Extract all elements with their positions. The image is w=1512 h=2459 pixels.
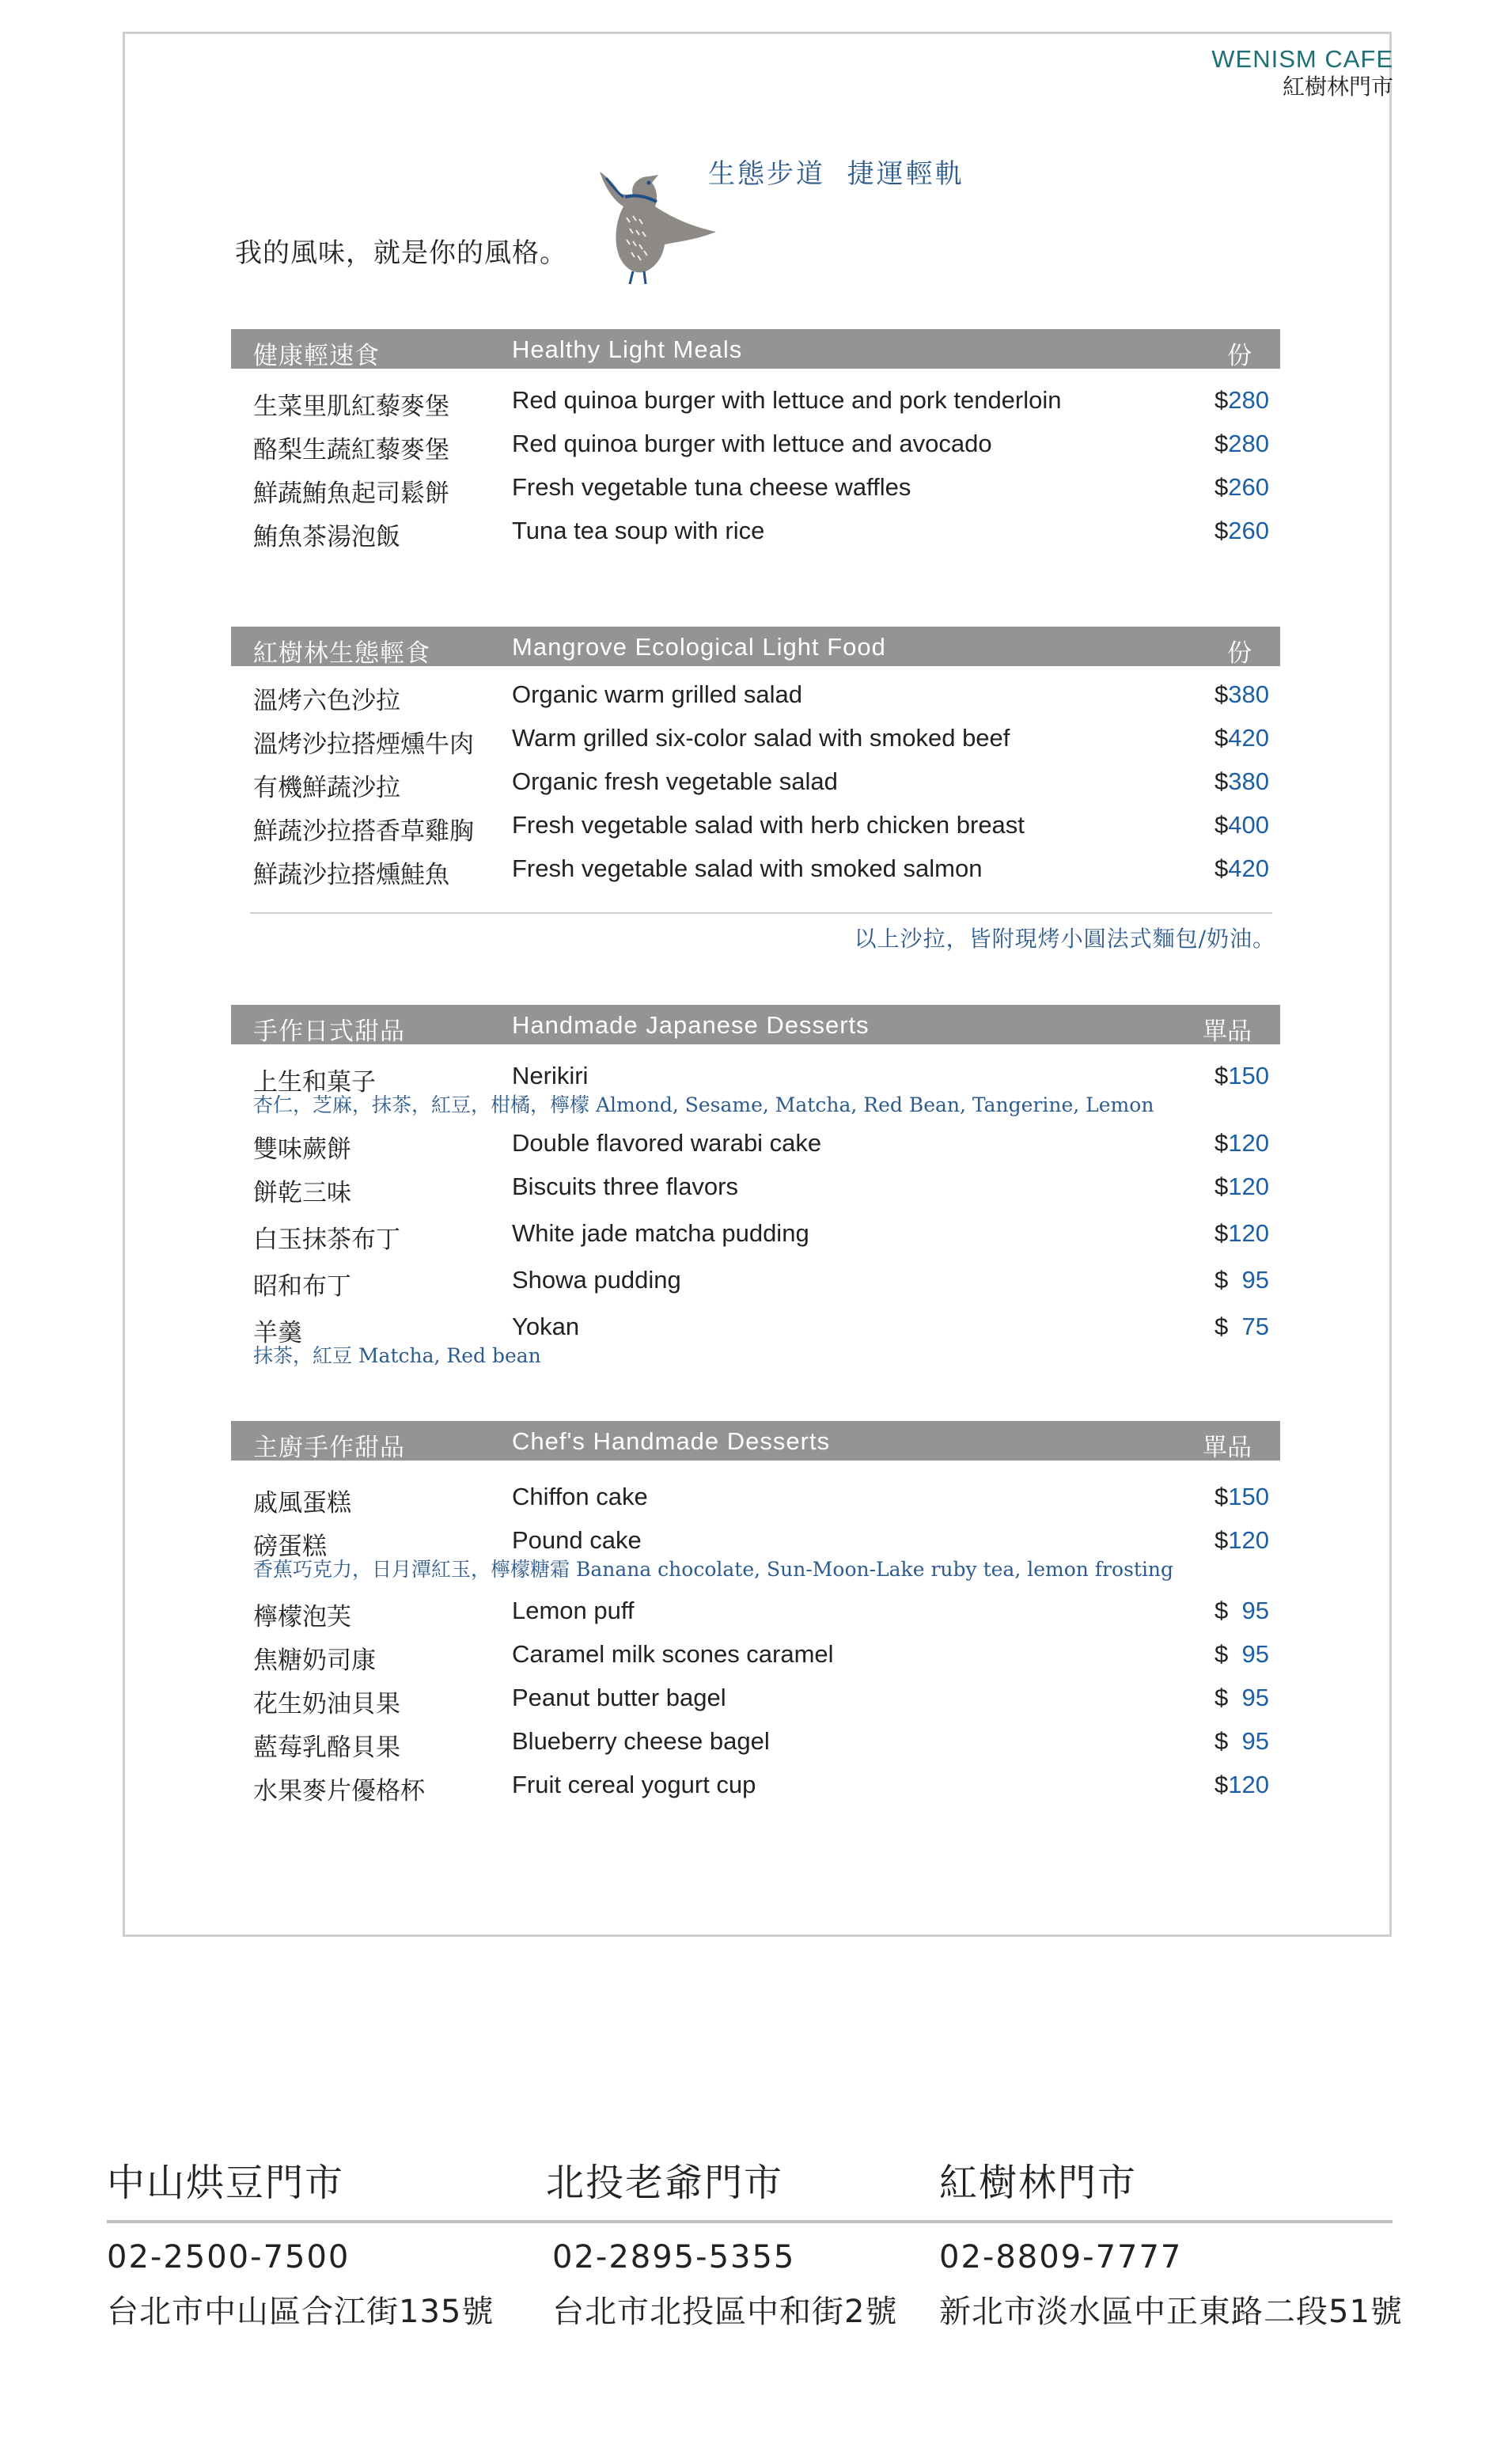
item-name-zh: 溫烤沙拉搭煙燻牛肉: [253, 730, 474, 758]
price-value: 400: [1228, 811, 1269, 839]
item-name-en: Fresh vegetable salad with smoked salmon: [512, 854, 983, 882]
store-phone: 02-2895-5355: [552, 2239, 796, 2275]
price-currency: $: [1215, 1062, 1229, 1089]
price-currency: $: [1215, 1173, 1229, 1200]
store-address: 台北市北投區中和街2號: [552, 2294, 898, 2330]
menu-item: [231, 716, 1280, 760]
menu-item: [231, 422, 1280, 465]
item-sub-note: 香蕉巧克力，日月潭紅玉，檸檬糖霜 Banana chocolate, Sun-Moon-Lake ruby tea, lemon frosting: [253, 1558, 1174, 1581]
item-name-en: Nerikiri: [512, 1062, 589, 1089]
section-title-zh: 紅樹林生態輕食: [253, 639, 430, 667]
item-name-en: Pound cake: [512, 1526, 642, 1554]
divider: [250, 912, 1272, 914]
menu-item: [231, 803, 1280, 847]
price-value: 260: [1228, 517, 1269, 544]
item-name-en: Fresh vegetable salad with herb chicken breast: [512, 811, 1025, 839]
item-name-en: Yokan: [512, 1313, 580, 1340]
section-title-en: Healthy Light Meals: [512, 335, 743, 363]
item-price: [1215, 473, 1269, 502]
section-title-zh: 主廚手作甜品: [253, 1434, 405, 1461]
price-currency: $: [1215, 1640, 1229, 1668]
section-japanese-desserts: [231, 1005, 1280, 1367]
menu-item: [231, 760, 1280, 803]
price-value: 380: [1228, 680, 1269, 708]
section-header: [231, 1421, 1280, 1461]
section-title-en: Chef's Handmade Desserts: [512, 1427, 831, 1455]
menu-item: [231, 1258, 1280, 1305]
item-price: [1215, 1062, 1269, 1090]
store-phone: 02-2500-7500: [107, 2239, 351, 2275]
section-chef-desserts: [231, 1421, 1280, 1806]
price-currency: $: [1215, 473, 1229, 501]
price-value: 280: [1228, 386, 1269, 414]
price-currency: $: [1215, 1219, 1229, 1247]
price-currency: $: [1215, 854, 1229, 882]
price-currency: $: [1215, 1684, 1229, 1711]
item-name-en: Double flavored warabi cake: [512, 1129, 822, 1157]
item-name-zh: 戚風蛋糕: [253, 1489, 351, 1517]
price-currency: $: [1215, 1313, 1229, 1340]
section-title-zh: 手作日式甜品: [253, 1017, 405, 1045]
price-value: 95: [1241, 1640, 1269, 1668]
item-name-en: Caramel milk scones caramel: [512, 1640, 834, 1668]
price-value: 120: [1228, 1526, 1269, 1554]
price-currency: $: [1215, 1771, 1229, 1798]
section-unit: 單品: [1203, 1017, 1252, 1045]
menu-item: [231, 1475, 1280, 1518]
menu-item: [231, 509, 1280, 552]
menu-item: [231, 1632, 1280, 1676]
item-price: [1215, 680, 1269, 709]
item-name-zh: 昭和布丁: [253, 1272, 351, 1300]
item-name-zh: 有機鮮蔬沙拉: [253, 774, 400, 801]
menu-item: [231, 847, 1280, 890]
menu-item: [231, 1719, 1280, 1763]
item-name-en: Organic warm grilled salad: [512, 680, 802, 708]
item-name-zh: 鮮蔬沙拉搭燻鮭魚: [253, 861, 449, 888]
price-value: 120: [1228, 1771, 1269, 1798]
price-value: 120: [1228, 1129, 1269, 1157]
price-value: 95: [1241, 1266, 1269, 1294]
item-sub-note: 抹茶，紅豆 Matcha, Red bean: [253, 1344, 541, 1367]
store-address: 台北市中山區合江街135號: [107, 2294, 495, 2330]
price-value: 120: [1228, 1219, 1269, 1247]
item-name-zh: 白玉抹茶布丁: [253, 1226, 400, 1253]
section-healthy-light-meals: [231, 329, 1280, 552]
price-value: 120: [1228, 1173, 1269, 1200]
item-name-zh: 上生和菓子: [253, 1068, 376, 1096]
store-name: 中山烘豆門市: [107, 2161, 345, 2205]
price-value: 95: [1241, 1597, 1269, 1624]
price-value: 380: [1228, 767, 1269, 795]
store-name: 北投老爺門市: [546, 2161, 784, 2205]
brand-branch-name: 紅樹林門市: [1282, 74, 1393, 100]
item-name-en: Chiffon cake: [512, 1483, 648, 1510]
item-name-en: Lemon puff: [512, 1597, 635, 1624]
menu-item: [231, 1165, 1280, 1211]
store-phone: 02-8809-7777: [939, 2239, 1183, 2275]
price-currency: $: [1215, 517, 1229, 544]
price-value: 420: [1228, 854, 1269, 882]
item-name-en: Tuna tea soup with rice: [512, 517, 765, 544]
menu-item: [231, 378, 1280, 422]
item-name-zh: 酪梨生蔬紅藜麥堡: [253, 436, 449, 464]
section-unit: 份: [1227, 342, 1252, 369]
price-currency: $: [1215, 1129, 1229, 1157]
item-name-zh: 水果麥片優格杯: [253, 1777, 425, 1805]
menu-item: [231, 465, 1280, 509]
price-currency: $: [1215, 430, 1229, 457]
item-name-zh: 鮪魚茶湯泡飯: [253, 523, 400, 551]
item-name-zh: 藍莓乳酪貝果: [253, 1733, 400, 1761]
store-divider: [107, 2220, 1393, 2223]
section-title-zh: 健康輕速食: [253, 342, 380, 369]
item-sub-note: 杏仁，芝麻，抹茶，紅豆，柑橘，檸檬 Almond, Sesame, Matcha, Red Bean, Tangerine, Lemon: [253, 1093, 1154, 1116]
price-currency: $: [1215, 386, 1229, 414]
item-name-en: Showa pudding: [512, 1266, 681, 1294]
item-price: [1215, 1219, 1269, 1248]
item-price: [1215, 1526, 1269, 1555]
slogan: 我的風味，就是你的風格。: [235, 237, 567, 269]
item-name-zh: 溫烤六色沙拉: [253, 687, 400, 714]
item-name-zh: 雙味蕨餅: [253, 1135, 351, 1163]
item-price: [1215, 811, 1269, 839]
item-price: [1215, 1684, 1269, 1712]
price-currency: $: [1215, 724, 1229, 752]
item-name-en: White jade matcha pudding: [512, 1219, 809, 1247]
section-unit: 份: [1227, 639, 1252, 667]
item-name-en: Red quinoa burger with lettuce and avocado: [512, 430, 992, 457]
price-currency: $: [1215, 767, 1229, 795]
item-price: [1215, 517, 1269, 545]
item-price: [1215, 767, 1269, 796]
section-title-en: Mangrove Ecological Light Food: [512, 633, 886, 661]
item-name-zh: 生菜里肌紅藜麥堡: [253, 392, 449, 420]
price-currency: $: [1215, 1727, 1229, 1755]
brand-block: [1211, 44, 1393, 100]
price-value: 95: [1241, 1684, 1269, 1711]
item-price: [1215, 1771, 1269, 1799]
item-name-zh: 焦糖奶司康: [253, 1646, 376, 1674]
price-currency: $: [1215, 680, 1229, 708]
item-name-en: Blueberry cheese bagel: [512, 1727, 770, 1755]
price-currency: $: [1215, 1266, 1229, 1294]
item-name-zh: 鮮蔬沙拉搭香草雞胸: [253, 817, 474, 845]
price-value: 280: [1228, 430, 1269, 457]
price-value: 420: [1228, 724, 1269, 752]
section-unit: 單品: [1203, 1434, 1252, 1461]
item-price: [1215, 854, 1269, 883]
menu-item: [231, 1676, 1280, 1719]
store-address: 新北市淡水區中正東路二段51號: [939, 2294, 1403, 2330]
price-value: 95: [1241, 1727, 1269, 1755]
price-value: 260: [1228, 473, 1269, 501]
menu-item: [231, 1589, 1280, 1632]
item-name-en: Fruit cereal yogurt cup: [512, 1771, 756, 1798]
item-price: [1215, 386, 1269, 415]
item-price: [1215, 1597, 1269, 1625]
menu-item: [231, 1121, 1280, 1165]
section-mangrove-light-food: [231, 627, 1280, 953]
item-name-en: Red quinoa burger with lettuce and pork tenderloin: [512, 386, 1062, 414]
item-price: [1215, 1483, 1269, 1511]
price-currency: $: [1215, 811, 1229, 839]
item-name-zh: 餅乾三味: [253, 1179, 351, 1207]
price-value: 150: [1228, 1062, 1269, 1089]
item-name-en: Biscuits three flavors: [512, 1173, 738, 1200]
section-header: [231, 1005, 1280, 1044]
item-name-zh: 鮮蔬鮪魚起司鬆餅: [253, 479, 449, 507]
price-currency: $: [1215, 1483, 1229, 1510]
item-price: [1215, 1727, 1269, 1756]
item-name-en: Warm grilled six-color salad with smoked beef: [512, 724, 1010, 752]
section-header: [231, 627, 1280, 666]
mascot-bird-icon: [585, 162, 728, 289]
item-price: [1215, 1129, 1269, 1158]
menu-item: [231, 673, 1280, 716]
item-name-en: Fresh vegetable tuna cheese waffles: [512, 473, 911, 501]
section-title-en: Handmade Japanese Desserts: [512, 1011, 870, 1039]
section-header: [231, 329, 1280, 369]
item-name-zh: 花生奶油貝果: [253, 1690, 400, 1718]
item-name-zh: 羊羹: [253, 1319, 302, 1347]
price-currency: $: [1215, 1526, 1229, 1554]
tagline: 生態步道 捷運輕軌: [708, 158, 964, 190]
item-price: [1215, 1313, 1269, 1341]
item-price: [1215, 430, 1269, 458]
item-price: [1215, 1173, 1269, 1201]
item-price: [1215, 724, 1269, 752]
item-name-zh: 磅蛋糕: [253, 1533, 327, 1560]
brand-name-en: WENISM CAFE: [1211, 45, 1393, 73]
price-value: 75: [1241, 1313, 1269, 1340]
item-price: [1215, 1640, 1269, 1669]
item-name-en: Peanut butter bagel: [512, 1684, 726, 1711]
item-name-zh: 檸檬泡芙: [253, 1603, 351, 1631]
salad-note: 以上沙拉，皆附現烤小圓法式麵包/奶油。: [854, 926, 1275, 952]
price-value: 150: [1228, 1483, 1269, 1510]
item-price: [1215, 1266, 1269, 1294]
store-name: 紅樹林門市: [939, 2161, 1138, 2205]
menu-item: [231, 1211, 1280, 1258]
item-name-en: Organic fresh vegetable salad: [512, 767, 838, 795]
menu-item: [231, 1763, 1280, 1806]
price-currency: $: [1215, 1597, 1229, 1624]
